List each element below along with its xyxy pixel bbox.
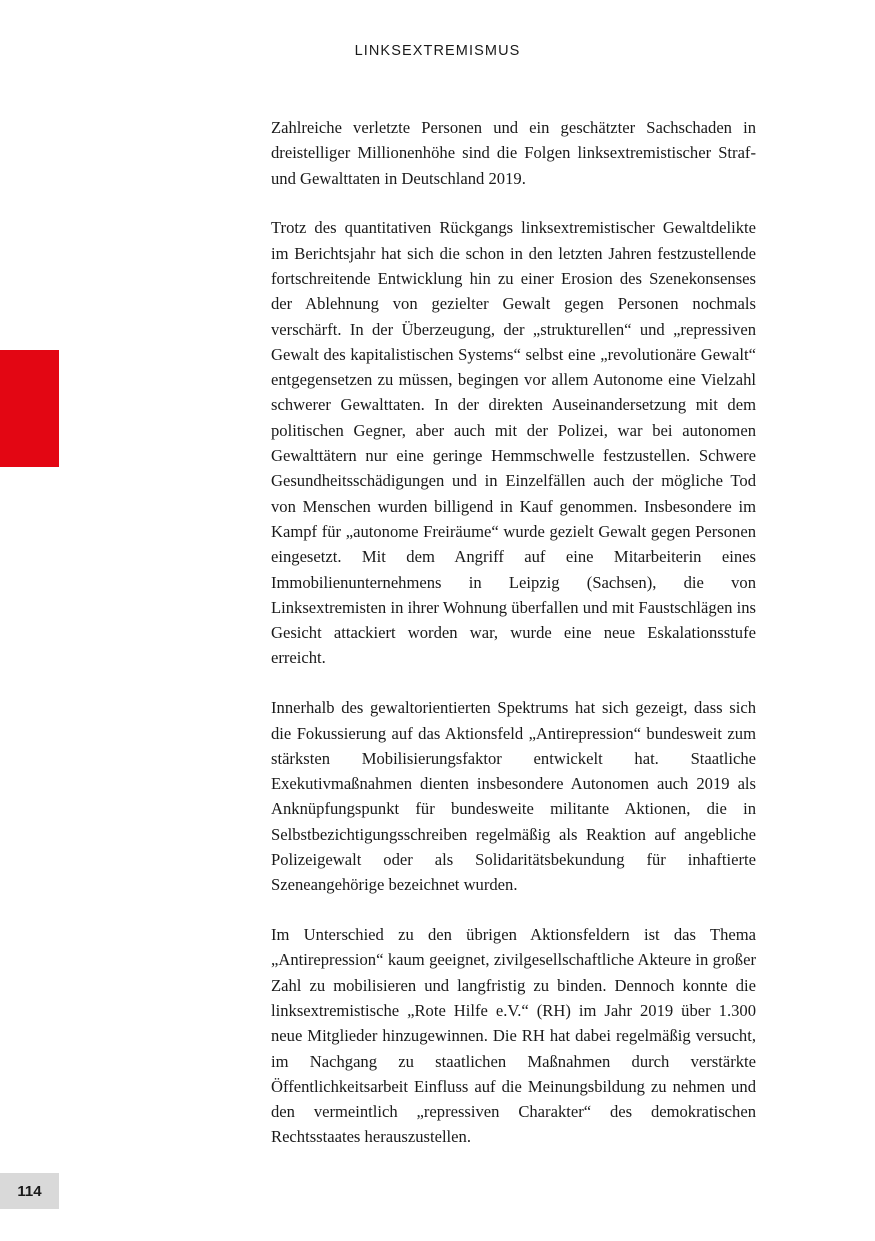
page-number: 114 xyxy=(0,1173,59,1209)
chapter-marker-tab xyxy=(0,350,59,467)
paragraph-1: Zahlreiche verletzte Personen und ein geschätzter Sachschaden in dreistelliger Millionenhöhe sind die Folgen linksextremistischer Straf- und Gewalttaten in Deutschland 2019. xyxy=(271,118,756,188)
paragraph-4: Im Unterschied zu den übrigen Aktionsfeldern ist das Thema „Antirepression“ kaum geeignet, zivilgesellschaftliche Akteure in großer Zahl zu mobilisieren und langfristig zu binden. Dennoch konnte die linksextremistische „Rote Hilfe e.V.“ (RH) im Jahr 2019 über 1.300 neue Mitglieder hinzugewinnen. Die RH hat dabei regelmäßig versucht, im Nachgang zu staatlichen Maßnahmen durch verstärkte Öffentlichkeitsarbeit Einfluss auf die Meinungsbildung zu nehmen und den vermeintlich „repressiven Charakter“ des demokratischen Rechtsstaates herauszustellen. xyxy=(271,925,756,1147)
paragraph-2: Trotz des quantitativen Rückgangs linksextremistischer Gewaltdelikte im Berichtsjahr hat sich die schon in den letzten Jahren festzustellende fortschreitende Entwicklung hin zu einer Erosion des Szenekonsenses der Ablehnung von gezielter Gewalt gegen Personen nochmals verschärft. In der Überzeugung, der „strukturellen“ und „repressiven Gewalt des kapitalistischen Systems“ selbst eine „revolutionäre Gewalt“ entgegensetzen zu müssen, begingen vor allem Autonome eine Vielzahl schwerer Gewalttaten. In der direkten Auseinandersetzung mit dem politischen Gegner, aber auch mit der Polizei, war bei autonomen Gewalttätern nur eine geringe Hemmschwelle festzustellen. Schwere Gesundheitsschädigungen und in Einzelfällen auch der mögliche Tod von Menschen wurden billigend in Kauf genommen. Insbesondere im Kampf für „autonome Freiräume“ wurde gezielt Gewalt gegen Personen eingesetzt. Mit dem Angriff auf eine Mitarbeiterin eines Immobilienunternehmens in Leipzig (Sachsen), die von Linksextremisten in ihrer Wohnung überfallen und mit Faustschlägen ins Gesicht attackiert worden war, wurde eine neue Eskalationsstufe erreicht. xyxy=(271,218,756,668)
paragraph-3: Innerhalb des gewaltorientierten Spektrums hat sich gezeigt, dass sich die Fokussierung auf das Aktionsfeld „Antirepression“ bundesweit zum stärksten Mobilisierungsfaktor entwickelt hat. Staatliche Exekutivmaßnahmen dienten insbesondere Autonomen auch 2019 als Anknüpfungspunkt für bundesweite militante Aktionen, die in Selbstbezichtigungsschreiben regelmäßig als Reaktion auf angebliche Polizeigewalt oder als Solidaritätsbekundung für inhaftierte Szeneangehörige bezeichnet wurden. xyxy=(271,698,756,895)
running-header: LINKSEXTREMISMUS xyxy=(354,43,521,59)
body-text xyxy=(271,115,756,1174)
